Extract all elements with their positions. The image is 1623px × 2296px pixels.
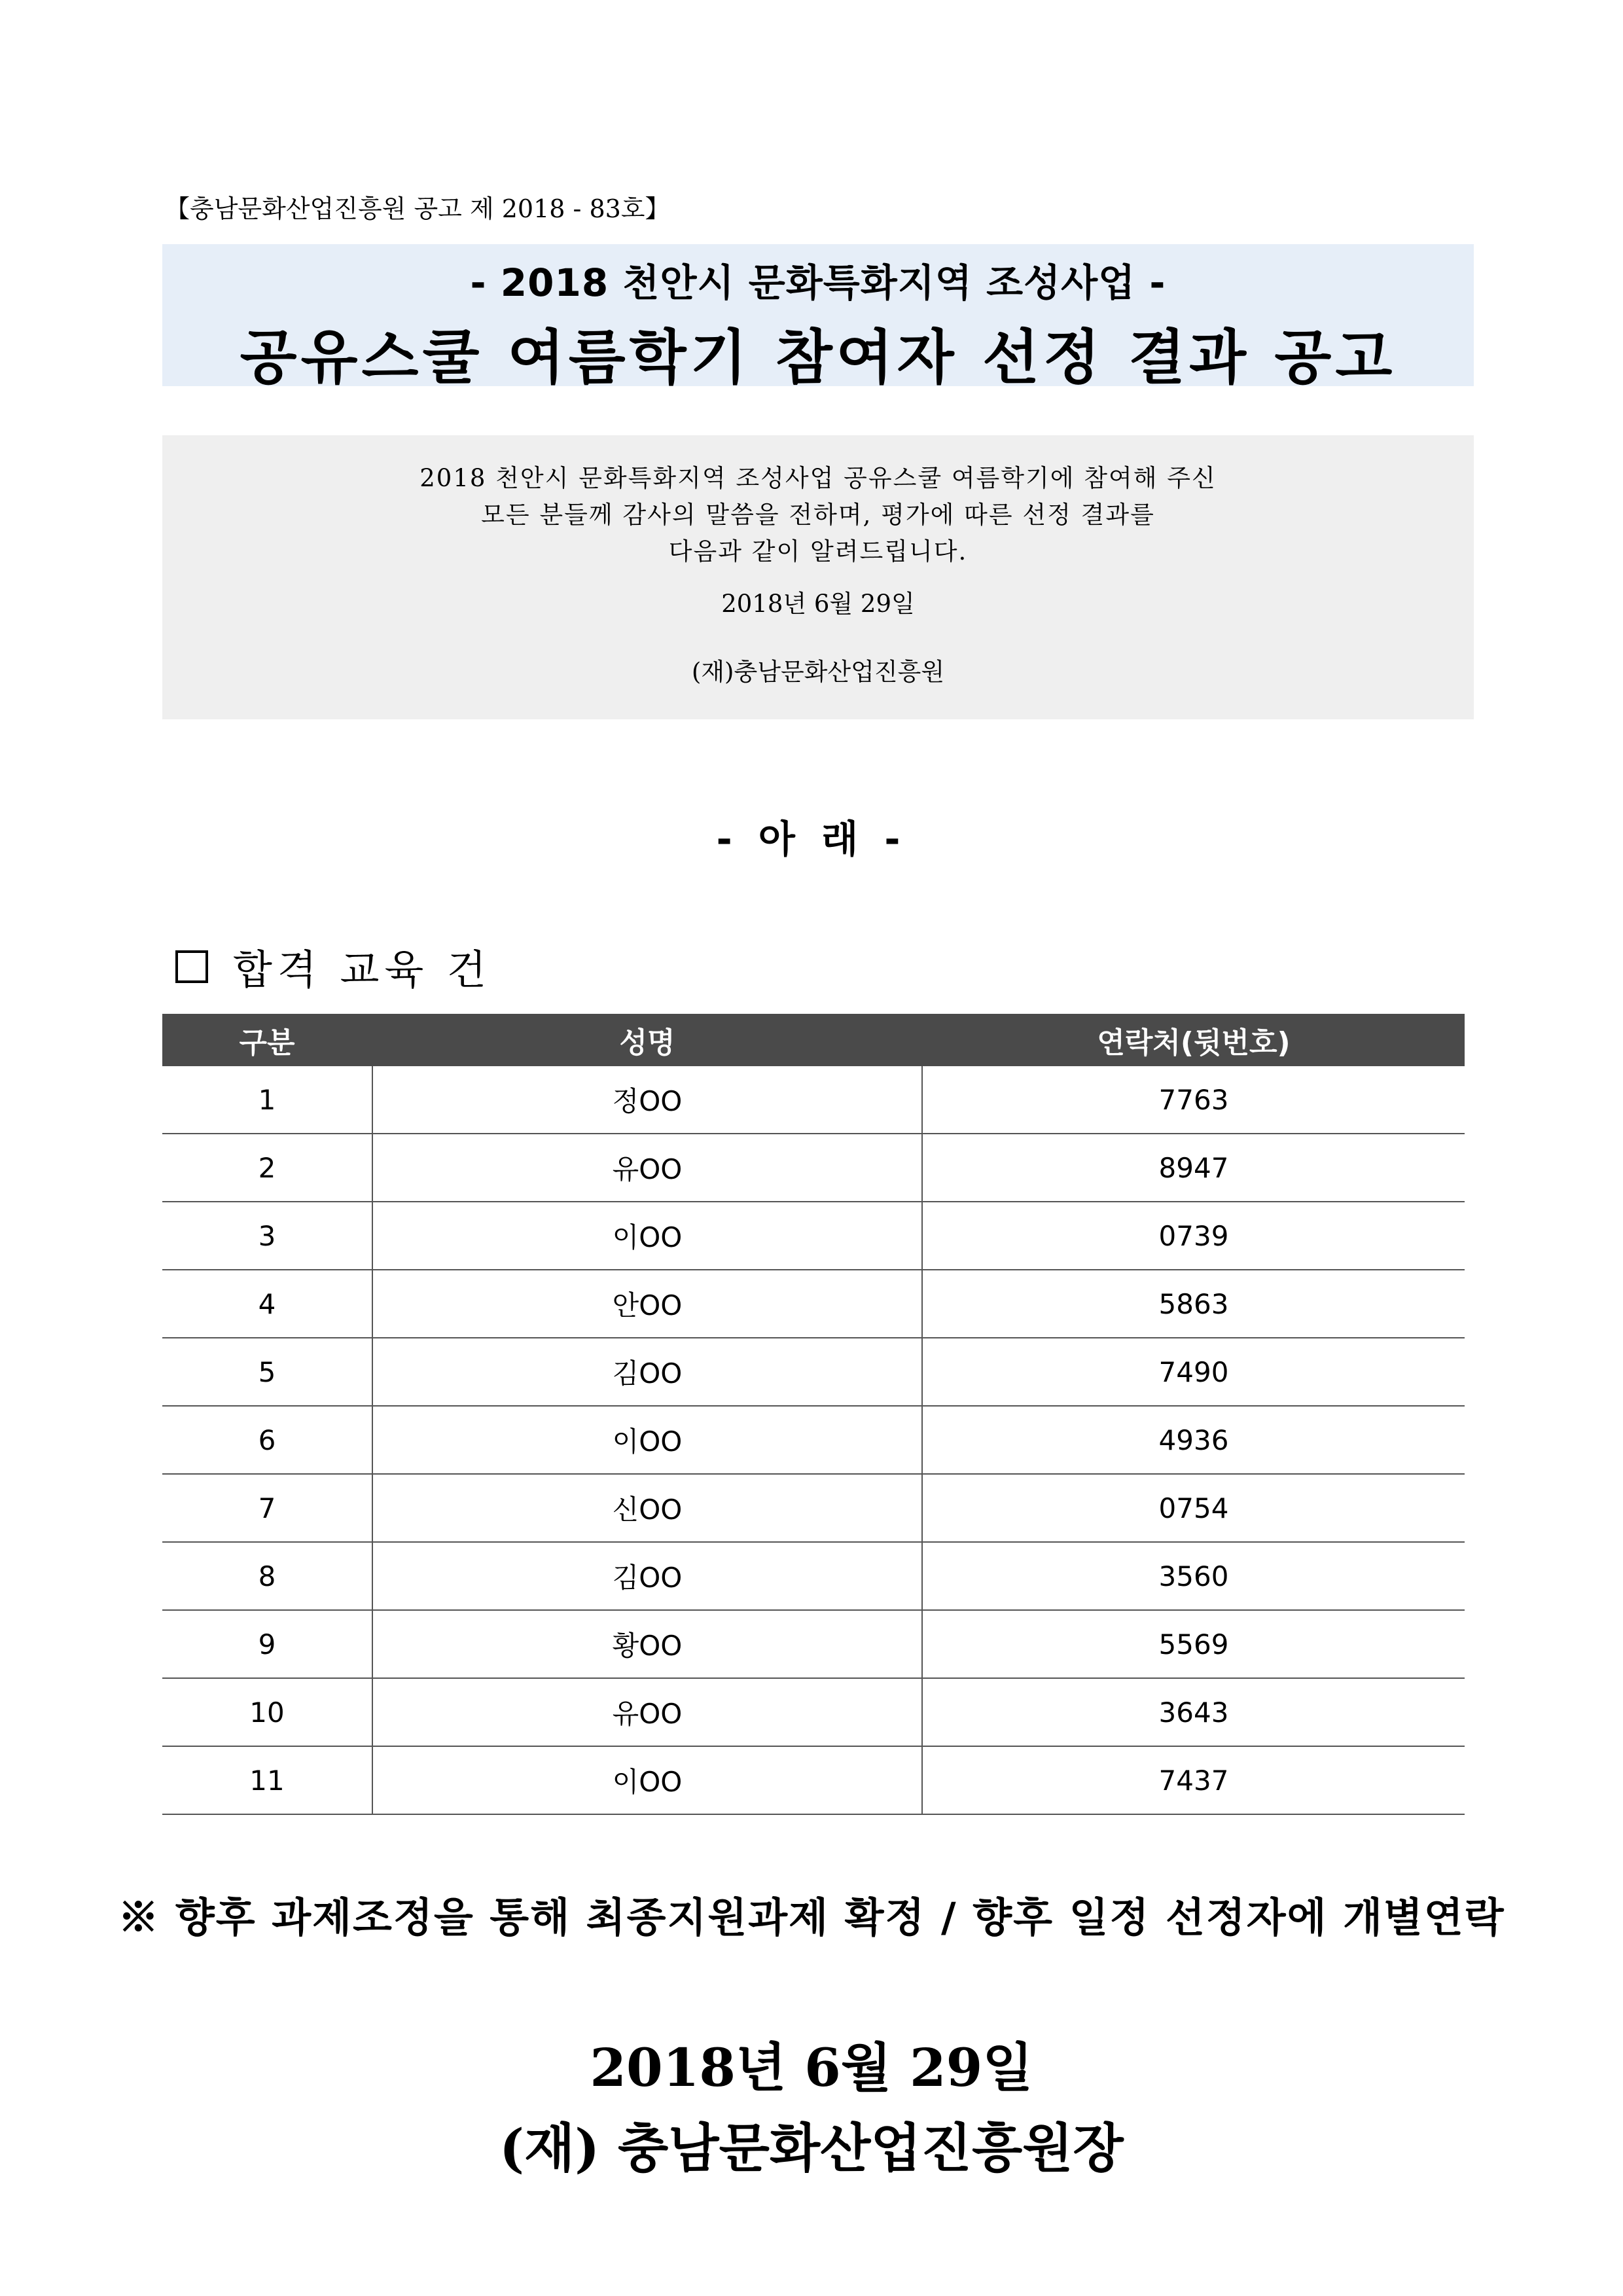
cell-number: 2 (162, 1134, 372, 1202)
cell-contact: 0739 (922, 1202, 1465, 1270)
cell-contact: 5569 (922, 1610, 1465, 1678)
table-row (162, 1066, 1465, 1134)
intro-date: 2018년 6월 29일 (721, 590, 915, 618)
table-row (162, 1270, 1465, 1338)
cell-name: 황OO (372, 1610, 922, 1678)
cell-number: 4 (162, 1270, 372, 1338)
cell-name: 이OO (372, 1202, 922, 1270)
intro-line: 2018 천안시 문화특화지역 조성사업 공유스쿨 여름학기에 참여해 주신 (419, 464, 1217, 492)
document-subtitle: - 2018 천안시 문화특화지역 조성사업 - (470, 260, 1166, 305)
checkbox-icon (175, 950, 208, 983)
cell-name: 정OO (372, 1066, 922, 1134)
table-row (162, 1134, 1465, 1202)
cell-contact: 7437 (922, 1746, 1465, 1814)
cell-contact: 4936 (922, 1406, 1465, 1474)
cell-number: 9 (162, 1610, 372, 1678)
intro-line: 모든 분들께 감사의 말씀을 전하며, 평가에 따른 선정 결과를 (481, 501, 1155, 529)
notice-number: 【충남문화산업진흥원 공고 제 2018 - 83호】 (165, 194, 670, 223)
cell-contact: 5863 (922, 1270, 1465, 1338)
title-box (162, 244, 1474, 392)
section-heading (175, 937, 491, 996)
column-header-name: 성명 (372, 1014, 922, 1066)
intro-box (162, 435, 1474, 719)
cell-name: 유OO (372, 1134, 922, 1202)
intro-text (162, 460, 1474, 570)
column-header-contact: 연락처(뒷번호) (922, 1014, 1465, 1066)
table-row (162, 1746, 1465, 1814)
cell-number: 5 (162, 1338, 372, 1406)
cell-contact: 7763 (922, 1066, 1465, 1134)
table-row (162, 1202, 1465, 1270)
cell-number: 11 (162, 1746, 372, 1814)
cell-name: 신OO (372, 1474, 922, 1542)
table-row (162, 1474, 1465, 1542)
cell-contact: 7490 (922, 1338, 1465, 1406)
table-body (162, 1066, 1465, 1814)
intro-line: 다음과 같이 알려드립니다. (668, 537, 968, 565)
result-table (162, 1014, 1465, 1815)
table-row (162, 1542, 1465, 1610)
cell-number: 8 (162, 1542, 372, 1610)
intro-org: (재)충남문화산업진흥원 (691, 658, 945, 686)
cell-number: 10 (162, 1678, 372, 1746)
below-label: - 아 래 - (716, 817, 907, 861)
cell-name: 이OO (372, 1406, 922, 1474)
cell-name: 안OO (372, 1270, 922, 1338)
section-title: 합격 교육 건 (233, 946, 491, 994)
cell-number: 1 (162, 1066, 372, 1134)
table-header-row (162, 1014, 1465, 1066)
cell-contact: 0754 (922, 1474, 1465, 1542)
cell-contact: 3560 (922, 1542, 1465, 1610)
cell-name: 김OO (372, 1542, 922, 1610)
table-row (162, 1338, 1465, 1406)
cell-name: 이OO (372, 1746, 922, 1814)
cell-number: 6 (162, 1406, 372, 1474)
cell-contact: 3643 (922, 1678, 1465, 1746)
document-title: 공유스쿨 여름학기 참여자 선정 결과 공고 (240, 323, 1397, 392)
cell-contact: 8947 (922, 1134, 1465, 1202)
cell-name: 유OO (372, 1678, 922, 1746)
signature-org: (재) 충남문화산업진흥원장 (499, 2117, 1124, 2179)
cell-number: 3 (162, 1202, 372, 1270)
note: ※ 향후 과제조정을 통해 최종지원과제 확정 / 향후 일정 선정자에 개별연락 (118, 1893, 1505, 1941)
table-row (162, 1610, 1465, 1678)
cell-number: 7 (162, 1474, 372, 1542)
signature-date: 2018년 6월 29일 (590, 2037, 1033, 2098)
cell-name: 김OO (372, 1338, 922, 1406)
table-row (162, 1678, 1465, 1746)
table-row (162, 1406, 1465, 1474)
column-header-number: 구분 (162, 1014, 372, 1066)
